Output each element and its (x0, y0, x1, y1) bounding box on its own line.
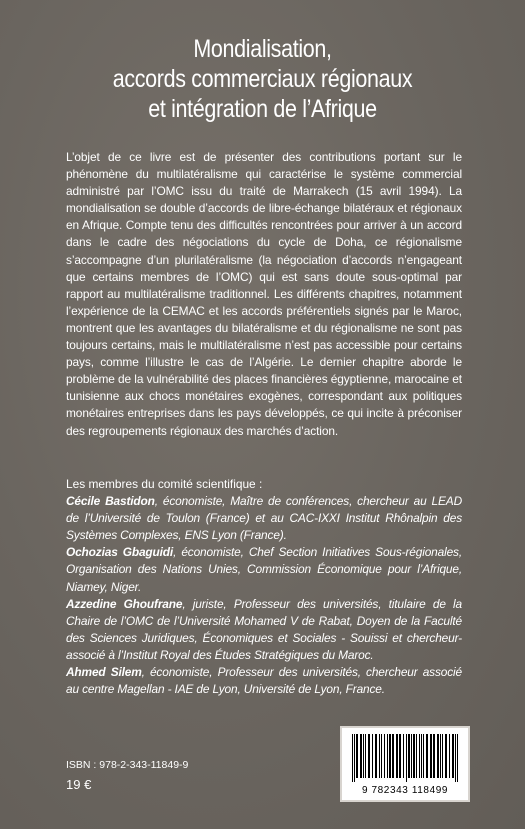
barcode-bar (445, 734, 447, 778)
barcode-bar (437, 734, 439, 778)
member-description: , économiste, Professeur des universités, chercheur associé au centre Magellan - IAE de Lyon, Université de Lyon, France. (66, 665, 462, 697)
barcode-bar (399, 734, 401, 778)
isbn: ISBN : 978-2-343-11849-9 (66, 759, 189, 771)
barcode-bar (442, 734, 443, 778)
member-name: Ahmed Silem (66, 665, 142, 680)
title-line-1: Mondialisation, (193, 35, 332, 63)
barcode-bar (389, 734, 391, 778)
barcode-bar (413, 734, 415, 778)
title-line-3: et intégration de l’Afrique (148, 95, 377, 123)
barcode-bar (392, 734, 394, 778)
barcode-bar (396, 734, 398, 778)
barcode-bar (411, 734, 412, 778)
barcode-bars (342, 728, 468, 784)
barcode-bar (452, 734, 454, 778)
barcode-bar (430, 734, 432, 778)
barcode-bar (416, 734, 417, 778)
barcode-bar (356, 734, 358, 778)
barcode-bar (403, 734, 404, 778)
barcode-bar (384, 734, 385, 778)
barcode-bar (419, 734, 420, 778)
barcode (340, 726, 470, 802)
scientific-committee (66, 476, 462, 698)
price: 19 € (66, 777, 92, 792)
committee-member (66, 664, 462, 698)
barcode-bar (421, 734, 422, 778)
barcode-bar (381, 734, 382, 778)
barcode-bar (387, 734, 388, 778)
barcode-digits: 9 782343 118499 (361, 785, 449, 796)
barcode-bar (408, 734, 410, 778)
barcode-bar (379, 734, 380, 778)
barcode-bar (352, 734, 353, 782)
member-description: , économiste, Maître de conférences, chercheur au LEAD de l’Université de Toulon (France) et au CAC-IXXI Institut Rhônalpin des Systèmes Complexes, ENS Lyon (France). (66, 494, 463, 543)
barcode-bar (354, 734, 355, 782)
barcode-bar (426, 734, 428, 778)
barcode-bar (406, 734, 407, 782)
member-description: , juriste, Professeur des universités, titulaire de la Chaire de l’OMC de l’Université Mohamed V de Rabat, Doyen de la Faculté des Sciences Juridiques, Économiques et Sociales - Souissi et chercheur-associé à l’Institut Royal des Études Stratégiques du Maroc. (66, 596, 462, 662)
barcode-bar (433, 734, 435, 778)
committee-intro: Les membres du comité scientifique : (66, 477, 263, 491)
barcode-bar (363, 734, 364, 778)
barcode-bar (449, 734, 450, 778)
barcode-bar (455, 734, 456, 782)
abstract-block (66, 149, 462, 440)
barcode-bar (365, 734, 366, 778)
barcode-bar (360, 734, 362, 778)
barcode-bar (423, 734, 424, 778)
member-name: Azzedine Ghoufrane (66, 596, 183, 611)
barcode-bar (440, 734, 441, 778)
member-name: Ochozias Gbaguidi (66, 545, 174, 560)
committee-member (66, 544, 462, 595)
barcode-bar (457, 734, 458, 782)
barcode-bar (372, 734, 373, 778)
barcode-bar (375, 734, 377, 778)
book-title (37, 34, 489, 124)
barcode-bar (368, 734, 370, 778)
committee-member (66, 596, 462, 664)
committee-member (66, 493, 462, 544)
member-name: Cécile Bastidon (66, 494, 155, 509)
abstract-text: L’objet de ce livre est de présenter des contributions portant sur le phénomène du multilatéralisme qui caractérise le système commercial administré par l’OMC issu du traité de Marrakech (15 avril 1994). La mondialisation se double d’accords de libre-échange bilatéraux et régionaux en Afrique. Compte tenu des difficultés rencontrées pour arriver à un accord dans le cadre des négociations du cycle de Doha, ce régionalisme s’accompagne d’un plurilatéralisme (la négociation d’accords n’engageant que certains membres de l’OMC) qui est sans doute sous-optimal par rapport au multilatéralisme traditionnel. Les différents chapitres, notamment l’expérience de la CEMAC et les accords préférentiels signés par le Maroc, montrent que les avantages du bilatéralisme et du régionalisme ne sont pas toujours certains, mais le multilatéralisme n’est pas accessible pour certains pays, comme l’illustre le cas de l’Algérie. Le dernier chapitre aborde le problème de la vulnérabilité des places financières égyptienne, marocaine et tunisienne aux chocs monétaires exogènes, correspondant aux politiques monétaires entreprises dans les pays développés, ce qui incite à préconiser des regroupements régionaux des marchés d’action. (66, 150, 462, 438)
member-description: , économiste, Chef Section Initiatives Sous-régionales, Organisation des Nations Unies, Commission Économique pour l’Afrique, Niamey, Niger. (66, 545, 462, 594)
title-line-2: accords commerciaux régionaux (112, 65, 413, 93)
